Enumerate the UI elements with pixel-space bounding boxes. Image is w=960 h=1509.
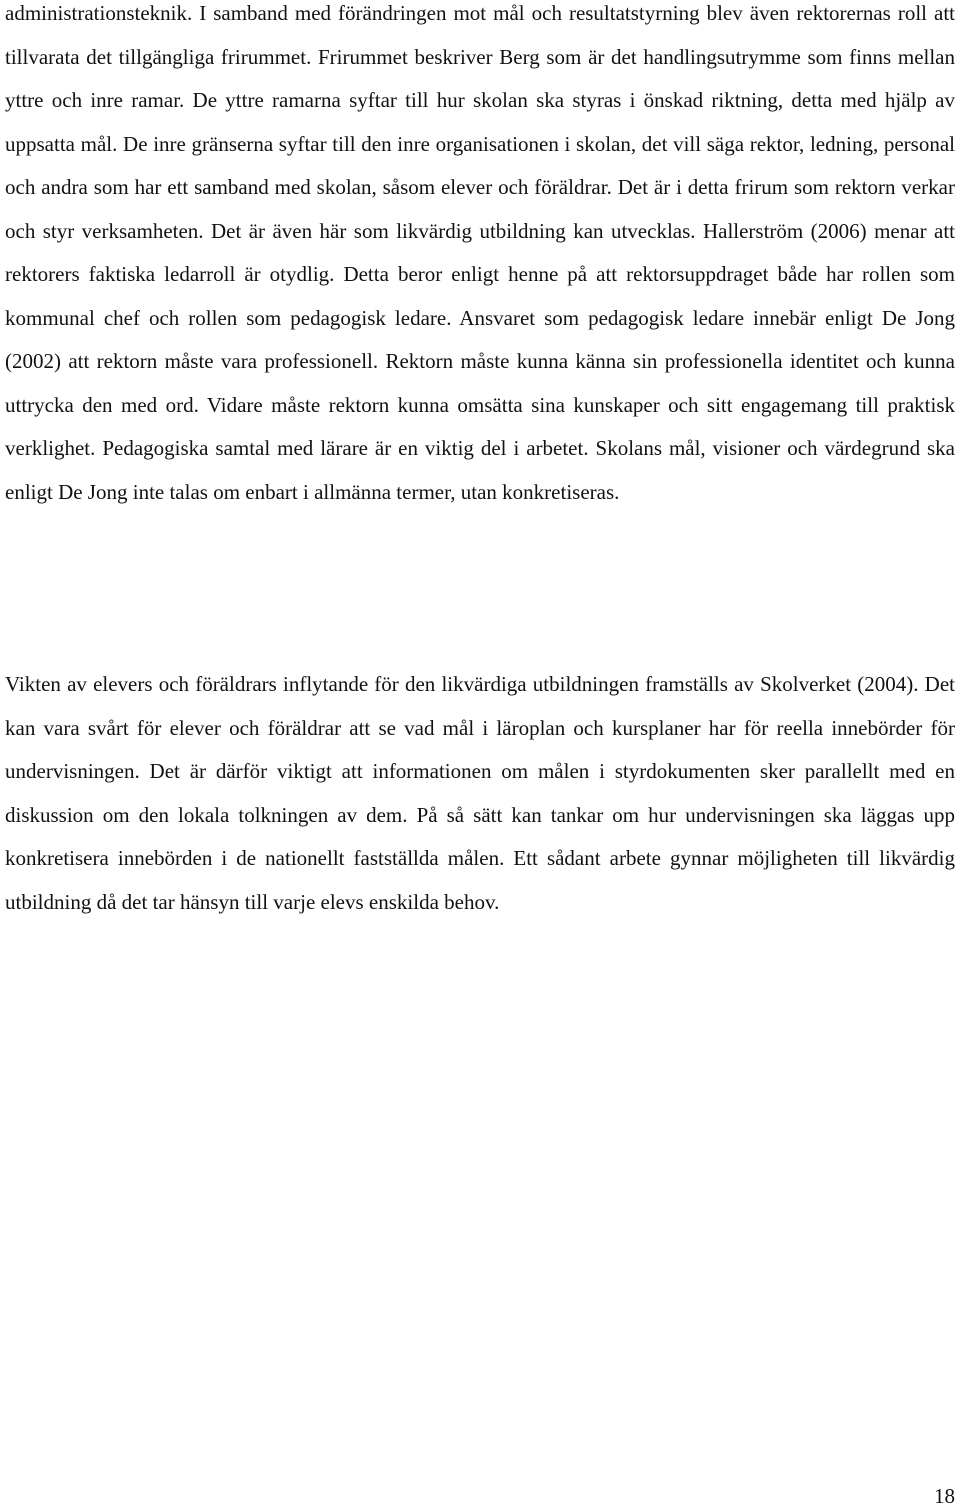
page-number: 18	[934, 1484, 955, 1508]
body-paragraph-1: administrationsteknik. I samband med förändringen mot mål och resultatstyrning blev även rektorernas roll att tillvarata det tillgängliga frirummet. Frirummet beskriver Berg som är det handlingsutrymme som finns mellan yttre och inre ramar. De yttre ramarna syftar till hur skolan ska styras i önskad riktning, detta med hjälp av uppsatta mål. De inre gränserna syftar till den inre organisationen i skolan, det vill säga rektor, ledning, personal och andra som har ett samband med skolan, såsom elever och föräldrar. Det är i detta frirum som rektorn verkar och styr verksamheten. Det är även här som likvärdig utbildning kan utvecklas. Hallerström (2006) menar att rektorers faktiska ledarroll är otydlig. Detta beror enligt henne på att rektorsuppdraget både har rollen som kommunal chef och rollen som pedagogisk ledare. Ansvaret som pedagogisk ledare innebär enligt De Jong (2002) att rektorn måste vara professionell. Rektorn måste kunna känna sin professionella identitet och kunna uttrycka den med ord. Vidare måste rektorn kunna omsätta sina kunskaper och sitt engagemang till praktisk verklighet. Pedagogiska samtal med lärare är en viktig del i arbetet. Skolans mål, visioner och värdegrund ska enligt De Jong inte talas om enbart i allmänna termer, utan konkretiseras.	[5, 1, 955, 504]
document-page	[5, 0, 955, 1509]
body-paragraph-2: Vikten av elevers och föräldrars inflytande för den likvärdiga utbildningen framställs av Skolverket (2004). Det kan vara svårt för elever och föräldrar att se vad mål i läroplan och kursplaner har för reella innebörder för undervisningen. Det är därför viktigt att informationen om målen i styrdokumenten sker parallellt med en diskussion om den lokala tolkningen av dem. På så sätt kan tankar om hur undervisningen ska läggas upp konkretisera innebörden i de nationellt fastställda målen. Ett sådant arbete gynnar möjligheten till likvärdig utbildning då det tar hänsyn till varje elevs enskilda behov.	[5, 672, 955, 914]
